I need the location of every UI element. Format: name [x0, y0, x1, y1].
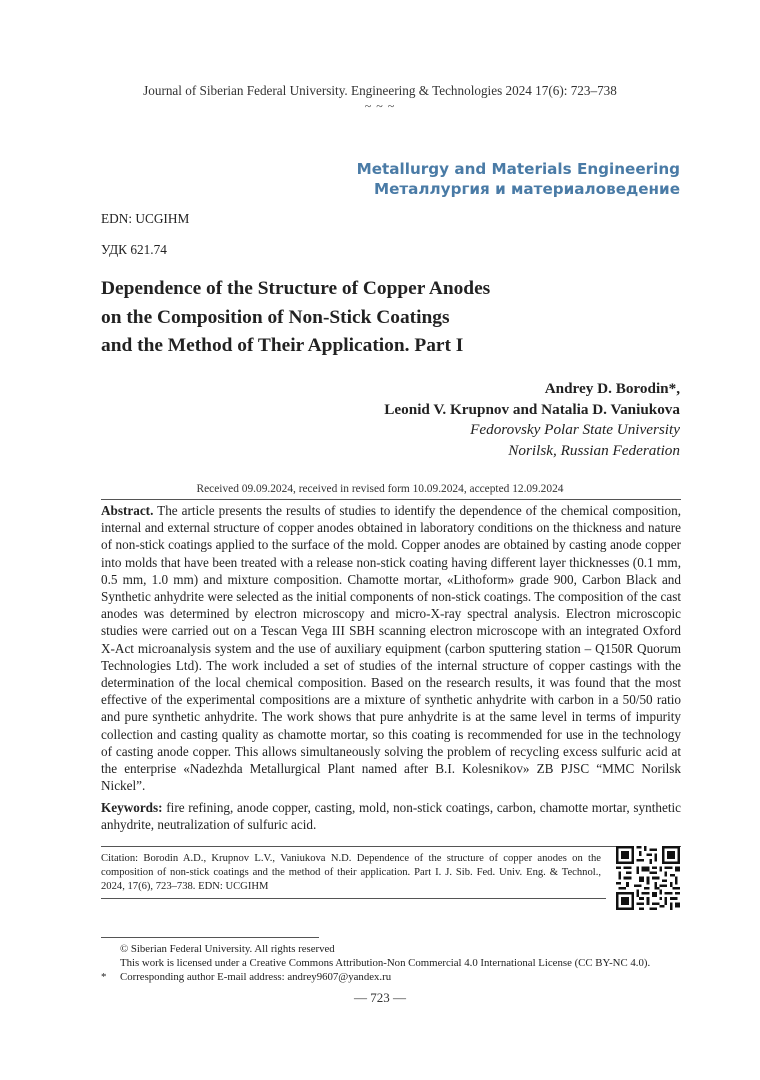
- title-line-3: and the Method of Their Application. Part I: [101, 335, 464, 356]
- affiliation: [470, 420, 680, 461]
- affiliation-line-2: Norilsk, Russian Federation: [508, 441, 680, 459]
- divider-citation-bottom: [101, 898, 606, 899]
- article-title: [101, 275, 661, 361]
- udk-code: УДК 621.74: [101, 242, 167, 257]
- journal-header: Journal of Siberian Federal University. Engineering & Technologies 2024 17(6): 723–738: [143, 83, 617, 98]
- keywords: [101, 799, 681, 833]
- footnote-divider: [101, 937, 319, 938]
- footnote-marker: *: [101, 971, 107, 983]
- author-line-1: Andrey D. Borodin*,: [544, 380, 680, 397]
- page-number: — 723 —: [354, 990, 406, 1005]
- divider-top: [101, 499, 681, 500]
- abstract: [101, 502, 681, 794]
- citation: Citation: Borodin A.D., Krupnov L.V., Vaniukova N.D. Dependence of the structure of copper anodes on the composition of non-stick coatings and the method of their application. Part I. J. Sib. Fed. Univ. Eng. & Technol., 2024, 17(6), 723–738. EDN: UCGIHM: [101, 853, 601, 893]
- abstract-label: Abstract.: [101, 503, 154, 518]
- received-dates: Received 09.09.2024, received in revised form 10.09.2024, accepted 12.09.2024: [196, 483, 564, 495]
- title-line-2: on the Composition of Non-Stick Coatings: [101, 306, 450, 328]
- title-line-1: Dependence of the Structure of Copper Anodes: [101, 278, 491, 299]
- edn-code: EDN: UCGIHM: [101, 211, 190, 226]
- corresponding-author-note: Corresponding author E-mail address: andrey9607@yandex.ru: [120, 971, 392, 983]
- section-title-ru: Металлургия и материаловедение: [373, 180, 680, 198]
- qr-code-icon: [616, 846, 680, 910]
- copyright-note: © Siberian Federal University. All rights reserved: [120, 943, 335, 955]
- author-line-2: Leonid V. Krupnov and Natalia D. Vaniukova: [384, 401, 680, 418]
- keywords-label: Keywords:: [101, 800, 163, 815]
- affiliation-line-1: Fedorovsky Polar State University: [470, 421, 680, 438]
- abstract-text: The article presents the results of studies to identify the dependence of the chemical composition, internal and external structure of copper anodes obtained in laboratory conditions on the thickness and nature of non-stick coatings applied to the surface of the mold. Copper anodes are obtained by casting anode copper into molds that have been treated with a release non-stick coating having different layer thicknesses (0.1 mm, 0.5 mm, 1.0 mm) and mixture composition. Chamotte mortar, «Lithoform» grade 900, Carbon Black and Synthetic anhydrite were selected as the initial components of non-stick coatings. The composition of the cast anodes was determined by electron microscopy and micro-X-ray spectral analysis. Electron microscopic studies were carried out on a Tescan Vega III SBH scanning electron microscope with an integrated Oxford X-Act microanalysis system and the use of auxiliary equipment (carbon sputtering station – Q150R Quorum Technologies Ltd). The work included a set of studies of the internal structure of copper castings with the determination of the local chemical composition. Based on the research results, it was found that the most effective of the experimental compositions are a mixture of synthetic anhydrite with carbon in a 50/50 ratio and pure synthetic anhydrite. The work shows that pure anhydrite is at the same level in terms of impurity collection and casting quality as chamotte mortar, so this coating is recommended for use in the technology of casting anode copper. This allows simultaneously solving the problem of recycling excess sulfuric acid at the enterprise «Nadezhda Metallurgical Plant named after B.I. Kolesnikov» ZB PJSC “MMC Norilsk Nickel”.: [101, 503, 681, 794]
- authors: [384, 378, 680, 420]
- section-title-en: Metallurgy and Materials Engineering: [356, 160, 680, 178]
- keywords-text: fire refining, anode copper, casting, mold, non-stick coatings, carbon, chamotte mortar, synthetic anhydrite, neutralization of sulfuric acid.: [101, 800, 681, 833]
- divider-citation-top: [101, 846, 681, 847]
- header-ornament: ~ ~ ~: [364, 99, 396, 113]
- license-note: This work is licensed under a Creative Commons Attribution-Non Commercial 4.0 International License (CC BY-NC 4.0).: [120, 957, 651, 969]
